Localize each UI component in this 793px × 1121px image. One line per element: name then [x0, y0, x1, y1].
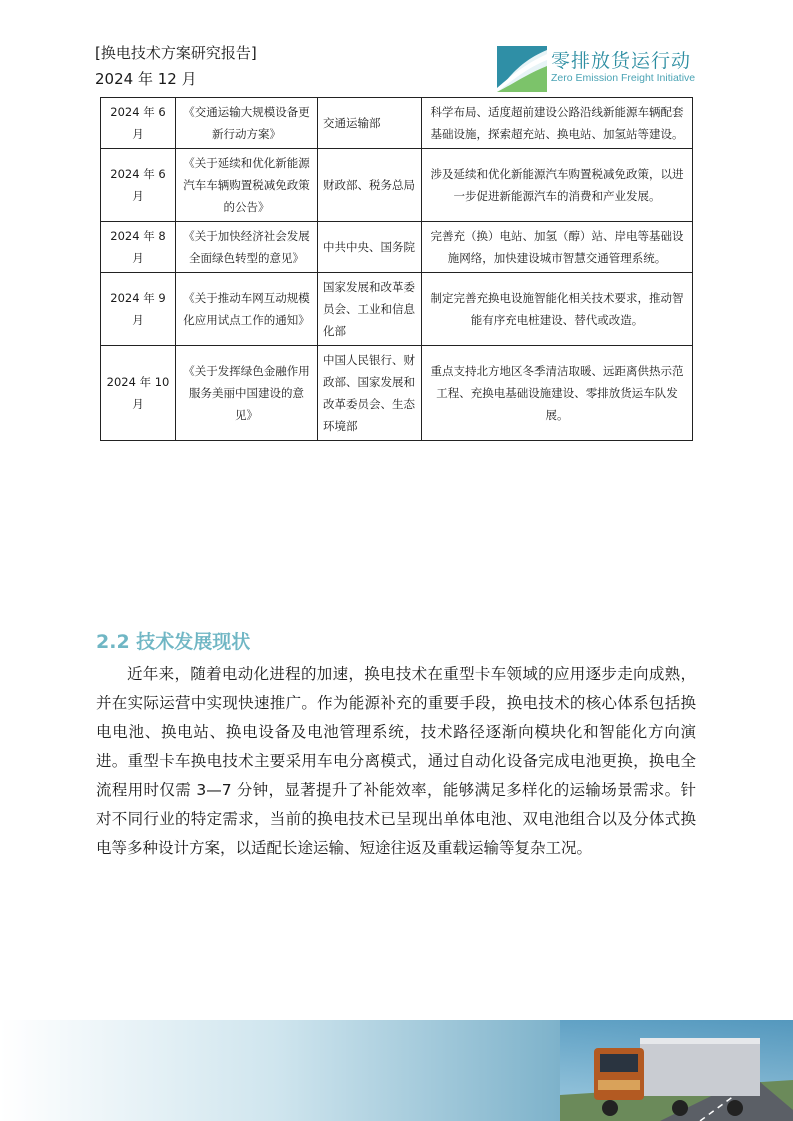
- policy-name-cell: 《交通运输大规模设备更新行动方案》: [176, 98, 318, 149]
- policy-dept-cell: 国家发展和改革委员会、工业和信息化部: [318, 273, 422, 346]
- logo-name-en: Zero Emission Freight Initiative: [551, 72, 696, 84]
- policy-desc-cell: 涉及延续和优化新能源汽车购置税减免政策，以进一步促进新能源汽车的消费和产业发展。: [422, 149, 693, 222]
- table-row: [101, 346, 693, 441]
- policy-dept-cell: 交通运输部: [318, 98, 422, 149]
- table-row: [101, 273, 693, 346]
- policy-date-cell: 2024 年 6 月: [101, 149, 176, 222]
- zefi-logo: [497, 46, 702, 92]
- policy-desc-cell: 制定完善充换电设施智能化相关技术要求，推动智能有序充电桩建设、替代或改造。: [422, 273, 693, 346]
- table-row: [101, 98, 693, 149]
- table-row: [101, 222, 693, 273]
- section-title: 2.2 技术发展现状: [96, 631, 251, 653]
- logo-mark-icon: [497, 46, 547, 92]
- policy-desc-cell: 完善充（换）电站、加氢（醇）站、岸电等基础设施网络，加快建设城市智慧交通管理系统。: [422, 222, 693, 273]
- policy-name-cell: 《关于延续和优化新能源汽车车辆购置税减免政策的公告》: [176, 149, 318, 222]
- policy-name-cell: 《关于加快经济社会发展全面绿色转型的意见》: [176, 222, 318, 273]
- policy-desc-cell: 重点支持北方地区冬季清洁取暖、远距离供热示范工程、充换电基础设施建设、零排放货运车队发展。: [422, 346, 693, 441]
- policy-date-cell: 2024 年 10 月: [101, 346, 176, 441]
- policy-table: [100, 97, 693, 441]
- policy-dept-cell: 中国人民银行、财政部、国家发展和改革委员会、生态环境部: [318, 346, 422, 441]
- footer-banner: [0, 1020, 793, 1121]
- policy-desc-cell: 科学布局、适度超前建设公路沿线新能源车辆配套基础设施，探索超充站、换电站、加氢站等建设。: [422, 98, 693, 149]
- policy-name-cell: 《关于发挥绿色金融作用服务美丽中国建设的意见》: [176, 346, 318, 441]
- policy-date-cell: 2024 年 6 月: [101, 98, 176, 149]
- page-header: [95, 40, 257, 92]
- truck-highway-banner-icon: [0, 1020, 793, 1121]
- policy-name-cell: 《关于推动车网互动规模化应用试点工作的通知》: [176, 273, 318, 346]
- policy-date-cell: 2024 年 9 月: [101, 273, 176, 346]
- logo-name-cn: 零排放货运行动: [551, 50, 692, 72]
- policy-dept-cell: 财政部、税务总局: [318, 149, 422, 222]
- section-paragraph: 近年来，随着电动化进程的加速，换电技术在重型卡车领域的应用逐步走向成熟，并在实际运营中实现快速推广。作为能源补充的重要手段，换电技术的核心体系包括换电电池、换电站、换电设备及电池管理系统，技术路径逐渐向模块化和智能化方向演进。重型卡车换电技术主要采用车电分离模式，通过自动化设备完成电池更换，换电全流程用时仅需 3—7 分钟，显著提升了补能效率，能够满足多样化的运输场景需求。针对不同行业的特定需求，当前的换电技术已呈现出单体电池、双电池组合以及分体式换电等多种设计方案，以适配长途运输、短途往返及重载运输等复杂工况。: [96, 665, 696, 857]
- table-row: [101, 149, 693, 222]
- report-title: [换电技术方案研究报告]: [95, 44, 257, 62]
- policy-dept-cell: 中共中央、国务院: [318, 222, 422, 273]
- policy-date-cell: 2024 年 8 月: [101, 222, 176, 273]
- report-date: 2024 年 12 月: [95, 70, 197, 88]
